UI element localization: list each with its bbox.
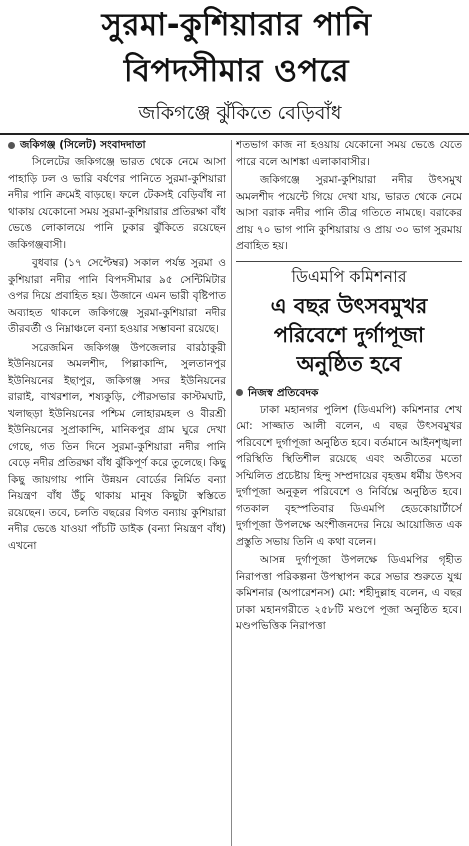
story1-headline-line2: বিপদসীমার ওপরে — [123, 53, 350, 89]
story2-byline — [236, 385, 462, 401]
story2-headline-line3: অনুষ্ঠিত হবে — [296, 351, 402, 376]
story2-headline-line1: এ বছর উৎসবমুখর — [270, 293, 428, 318]
right-column — [236, 137, 462, 846]
story1-headline-line1: সুরমা-কুশিয়ারার পানি — [101, 7, 372, 43]
story1-paragraph-1: সিলেটের জকিগঞ্জে ভারত থেকে নেমে আসা পাহাড়ি ঢল ও ভারি বর্ষণের পানিতে সুরমা-কুশিয়ারা নদীর পানি ক্রমেই বাড়ছে। ফলে টেকসই বেড়িবাঁধ না থাকায় যেকোনো সময় সুরমা-কুশিয়ারার প্রতিরক্ষা বাঁধ ভেঙে লোকালয়ে পানি ঢুকার ঝুঁকিতে রয়েছেন জকিগঞ্জবাসী। — [8, 156, 226, 251]
story1-paragraph-right: জকিগঞ্জে সুরমা-কুশিয়ারা নদীর উৎসমুখ অমলশীদ পয়েন্টে গিয়ে দেখা যায়, ভারত থেকে নেমে আসা বরাক নদীর পানি তীব্র গতিতে নামছে। বরাকের প্রায় ৭০ ভাগ পানি কুশিয়ারায় ও প্রায় ৩০ ভাগ সুরমায় প্রবাহিত হয়। — [236, 174, 462, 252]
story2-paragraph-1: ঢাকা মহানগর পুলিশ (ডিএমপি) কমিশনার শেখ মো: সাজ্জাত আলী বলেন, এ বছর উৎসবমুখর পরিবেশে দুর্গাপূজা অনুষ্ঠিত হবে। বর্তমানে আইনশৃঙ্খলা পরিস্থিতি স্থিতিশীল রয়েছে এবং অতীতের মতো সম্মিলিত প্রচেষ্টায় হিন্দু সম্প্রদায়ের বৃহত্তম ধর্মীয় উৎসব দুর্গাপূজা অনুকূল পরিবেশে ও নির্বিঘ্নে অনুষ্ঠিত হবে। গতকাল বৃহস্পতিবার ডিএমপি হেডকোয়ার্টার্সে দুর্গাপূজা উপলক্ষে অংশীজনদের নিয়ে আয়োজিত এক প্রস্তুতি সভায় তিনি এ কথা বলেন। — [236, 403, 462, 548]
column-divider — [231, 140, 232, 846]
headline-rule — [0, 133, 469, 135]
bullet-icon — [236, 389, 243, 396]
story1-paragraph-3: সরেজমিন জকিগঞ্জ উপজেলার বারঠাকুরী ইউনিয়নের অমলশীদ, পিল্লাকান্দি, সুলতানপুর ইউনিয়নের ইছাপুর, জকিগঞ্জ সদর ইউনিয়নের রারাই, বাখরশাল, শষ্যকুড়ি, পৌরসভার কাস্টমঘাট, খলাছড়া ইউনিয়নের পশ্চিম লোহারমহল ও বীরশ্রী ইউনিয়নের সুপ্রাকান্দি, মানিকপুর গ্রাম ঘুরে দেখা গেছে, গত তিন দিনে সুরমা-কুশিয়ারা নদীর পানি বেড়ে নদীর প্রতিরক্ষা বাঁধ ঝুঁকিপূর্ণ করে তুলেছে। কিছু কিছু জায়গায় পানি উন্নয়ন বোর্ডের নির্মিত বন্যা নিয়ন্ত্রণ বাঁধ উঁচু থাকায় মানুষ কিছুটা স্বস্তিতে রয়েছেন। তবে, চলতি বছরের বিগত বন্যায় কুশিয়ারা নদীর ভেঙে যাওয়া পাঁচটি ডাইক (বন্যা নিয়ন্ত্রণ বাঁধ) এখনো — [8, 341, 226, 552]
story2-headline — [236, 292, 462, 379]
story2-headline-line2: পরিবেশে দুর্গাপূজা — [273, 322, 425, 347]
story1-paragraph-2: বুধবার (১৭ সেপ্টেম্বর) সকাল পর্যন্ত সুরমা ও কুশিয়ারা নদীর পানি বিপদসীমার ৯৫ সেন্টিমিটার ওপর দিয়ে প্রবাহিত হয়। উজানে এমন ভারী বৃষ্টিপাত অব্যাহত থাকলে জকিগঞ্জে সুরমা-কুশিয়ারা নদীর তীরবর্তী ও নিম্নাঞ্চলে বন্যা হওয়ার সম্ভাবনা রয়েছে। — [8, 257, 226, 335]
story2-kicker: ডিএমপি কমিশনার — [236, 261, 462, 290]
story1-byline-text: জকিগঞ্জ (সিলেট) সংবাদদাতা — [20, 139, 146, 151]
story1-continuation: শতভাগ কাজ না হওয়ায় যেকোনো সময় ভেঙে যেতে পারে বলে আশঙ্কা এলাকাবাসীর। — [236, 139, 462, 168]
story2-byline-text: নিজস্ব প্রতিবেদক — [248, 386, 319, 399]
story1-left-column — [8, 137, 226, 846]
story1-subhead: জকিগঞ্জে ঝুঁকিতে বেড়িবাঁধ — [138, 102, 342, 124]
bullet-icon — [8, 142, 15, 149]
story1-byline — [8, 137, 226, 153]
story2-paragraph-2: আসন্ন দুর্গাপূজা উপলক্ষে ডিএমপির গৃহীত নিরাপত্তা পরিকল্পনা উপস্থাপন করে সভার শুরুতে যুগ্ম কমিশনার (অপারেশনস) মো: শহীদুল্লাহ বলেন, এ বছর ঢাকা মহানগরীতে ২৫৮টি মণ্ডপে পূজা অনুষ্ঠিত হবে। মণ্ডপভিত্তিক নিরাপত্তা — [236, 554, 462, 632]
